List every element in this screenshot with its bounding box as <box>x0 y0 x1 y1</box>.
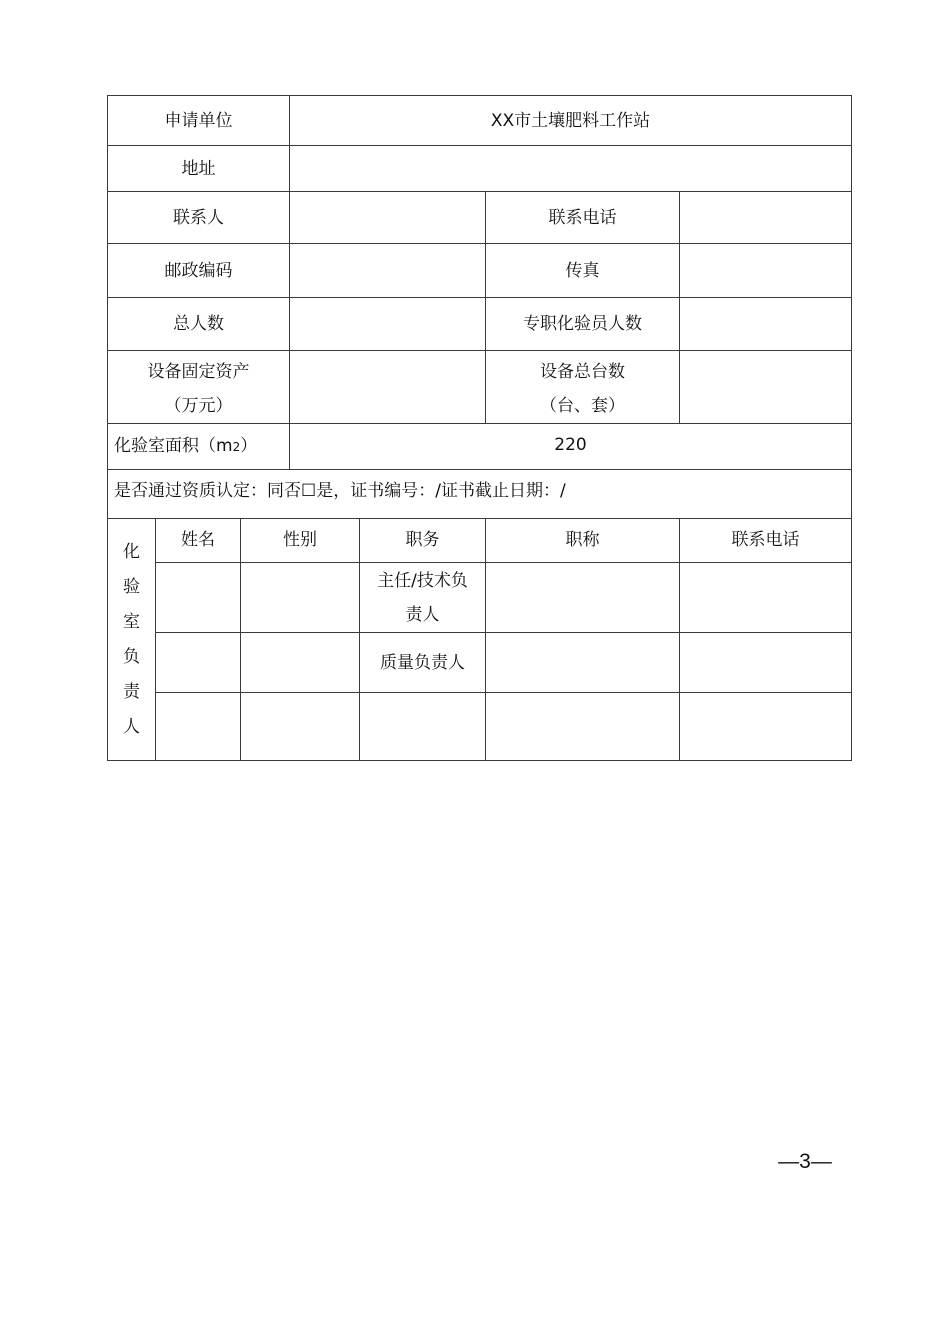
row2-name <box>156 633 241 693</box>
applicant-value: XX市土壤肥料工作站 <box>290 96 852 146</box>
contact-row <box>108 192 852 244</box>
qualification-row <box>108 470 852 519</box>
fixed-assets-label <box>108 351 290 424</box>
fixed-assets-value <box>290 351 486 424</box>
row2-position: 质量负责人 <box>360 633 486 693</box>
fixed-assets-label-line2: （万元） <box>164 396 233 416</box>
qualification-text: 是否通过资质认定：同否☐是，证书编号：/证书截止日期：/ <box>108 470 852 519</box>
row2-gender <box>241 633 360 693</box>
row1-gender <box>241 563 360 633</box>
row1-name <box>156 563 241 633</box>
table-row <box>108 563 852 633</box>
page-number: —3— <box>778 1150 832 1173</box>
row1-title <box>486 563 680 633</box>
address-label: 地址 <box>108 146 290 192</box>
lab-staff-value <box>680 298 852 351</box>
row2-title <box>486 633 680 693</box>
header-name: 姓名 <box>156 519 241 563</box>
lab-area-label-close: ） <box>240 436 258 456</box>
contact-label: 联系人 <box>108 192 290 244</box>
row1-position <box>360 563 486 633</box>
staff-row <box>108 298 852 351</box>
header-gender: 性别 <box>241 519 360 563</box>
total-staff-label: 总人数 <box>108 298 290 351</box>
header-position: 职务 <box>360 519 486 563</box>
fax-value <box>680 244 852 298</box>
equipment-count-label <box>486 351 680 424</box>
address-row <box>108 146 852 192</box>
row1-position-line1: 主任/技术负 <box>377 570 468 591</box>
row3-position <box>360 693 486 761</box>
table-row <box>108 693 852 761</box>
applicant-label: 申请单位 <box>108 96 290 146</box>
phone-label: 联系电话 <box>486 192 680 244</box>
table-row <box>108 633 852 693</box>
total-staff-value <box>290 298 486 351</box>
applicant-row <box>108 96 852 146</box>
address-value <box>290 146 852 192</box>
row2-phone <box>680 633 852 693</box>
assets-row <box>108 351 852 424</box>
row1-phone <box>680 563 852 633</box>
lab-area-row <box>108 424 852 470</box>
lab-area-label-text: 化验室面积（m <box>114 436 233 456</box>
application-form-table <box>107 95 852 761</box>
postcode-row <box>108 244 852 298</box>
row3-name <box>156 693 241 761</box>
postcode-label: 邮政编码 <box>108 244 290 298</box>
side-label-char: 验 <box>123 576 140 597</box>
lab-heads-side-label <box>108 519 156 761</box>
side-label-char: 责 <box>123 681 140 702</box>
lab-area-unit-sub: 2 <box>232 440 241 454</box>
equipment-count-value <box>680 351 852 424</box>
equipment-count-label-line2: （台、套） <box>540 396 625 416</box>
row1-position-line2: 责人 <box>405 604 440 625</box>
lab-area-label <box>108 424 290 470</box>
equipment-count-label-line1: 设备总台数 <box>540 362 625 382</box>
fax-label: 传真 <box>486 244 680 298</box>
side-label-char: 负 <box>123 646 140 667</box>
row3-title <box>486 693 680 761</box>
side-label-char: 人 <box>123 716 140 737</box>
contact-value <box>290 192 486 244</box>
phone-value <box>680 192 852 244</box>
header-title: 职称 <box>486 519 680 563</box>
postcode-value <box>290 244 486 298</box>
lab-area-value: 220 <box>290 424 852 470</box>
side-label-char: 化 <box>123 541 140 562</box>
header-phone: 联系电话 <box>680 519 852 563</box>
side-label-char: 室 <box>123 611 140 632</box>
row3-phone <box>680 693 852 761</box>
row3-gender <box>241 693 360 761</box>
lab-heads-header-row <box>108 519 852 563</box>
lab-staff-label: 专职化验员人数 <box>486 298 680 351</box>
fixed-assets-label-line1: 设备固定资产 <box>147 362 250 382</box>
